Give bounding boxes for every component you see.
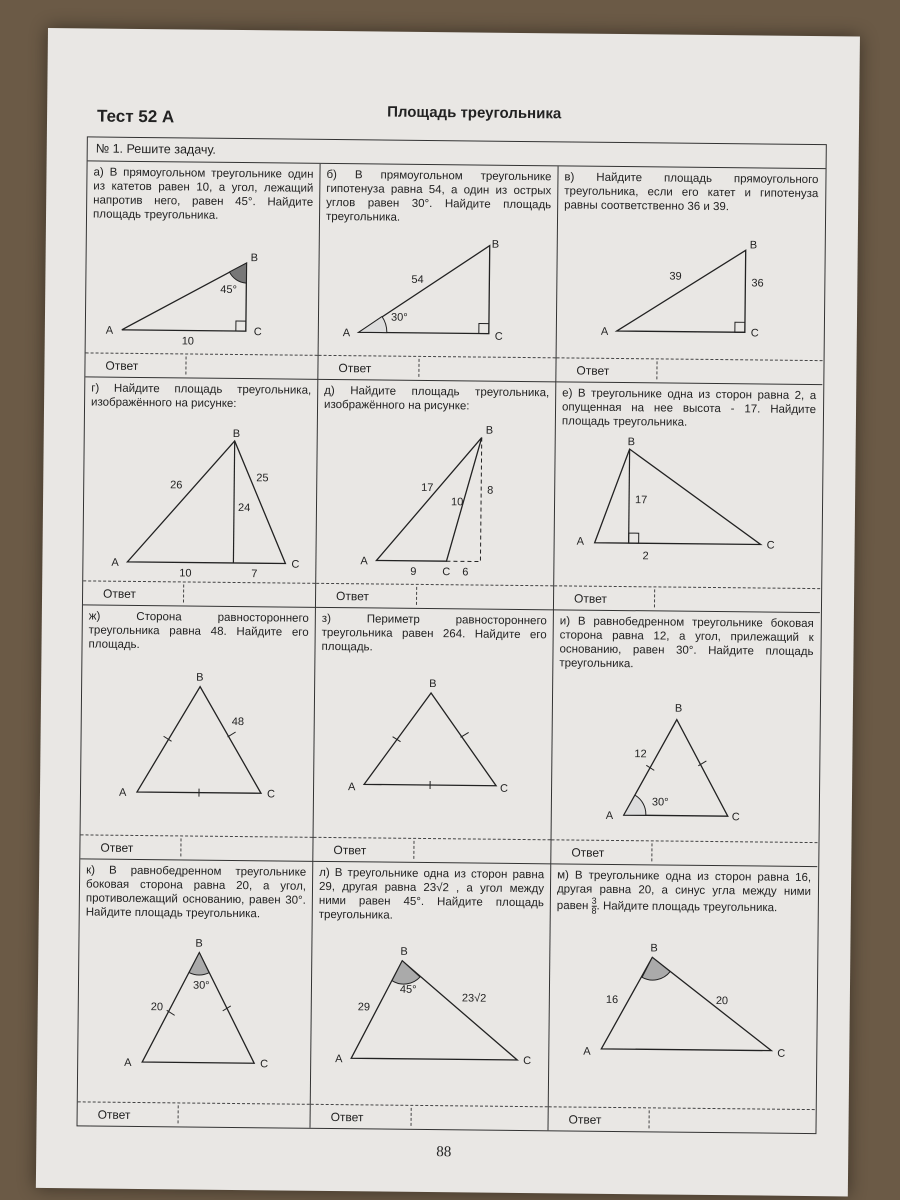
label-d-seg1: 9 xyxy=(410,565,417,578)
answer-field-k[interactable] xyxy=(78,1101,310,1127)
answer-field-g[interactable] xyxy=(83,580,315,606)
label-k-B: B xyxy=(195,937,203,950)
label-d-height: 8 xyxy=(487,484,494,497)
problem-v-text: в) Найдите площадь прямоугольного треугольника, если его катет и гипотенуза равны соответственно 36 и 39. xyxy=(564,171,819,214)
answer-label: Ответ xyxy=(338,361,372,376)
label-g-height: 24 xyxy=(237,502,251,515)
problem-m-text-a: м) В треугольнике одна из сторон равна 16, другая равна 20, а синус угла между ними равен xyxy=(556,869,812,913)
label-k-angle: 30° xyxy=(192,979,210,992)
label-g-C: C xyxy=(291,558,300,571)
topic-title: Площадь треугольника xyxy=(387,103,562,123)
problem-k-text: к) В равнобедренном треугольнике боковая сторона равна 20, а угол, противолежащий основанию, равен 30°. Найдите площадь треугольника. xyxy=(85,864,307,921)
label-b-A: A xyxy=(342,327,351,340)
label-d-seg2: 6 xyxy=(462,566,469,579)
label-i-side: 12 xyxy=(634,748,647,761)
fraction-numerator: 3 xyxy=(591,895,597,906)
header xyxy=(87,100,827,142)
label-i-B: B xyxy=(674,702,683,715)
label-a-angle: 45° xyxy=(220,283,237,296)
answer-field-a[interactable] xyxy=(85,352,317,378)
answer-field-d[interactable] xyxy=(316,583,553,609)
label-k-C: C xyxy=(260,1058,269,1071)
label-b-C: C xyxy=(494,330,503,343)
label-zh-side: 48 xyxy=(231,715,245,729)
label-i-C: C xyxy=(731,811,740,824)
label-d-ab: 17 xyxy=(421,481,434,495)
test-title: Тест 52 А xyxy=(96,106,175,127)
label-d-A: A xyxy=(360,555,368,568)
worksheet-page xyxy=(36,28,860,1196)
label-l-C: C xyxy=(523,1055,532,1068)
problem-z-text: з) Периметр равностороннего треугольника равен 264. Найдите его площадь. xyxy=(321,612,547,654)
answer-field-b[interactable] xyxy=(318,355,555,381)
label-g-bc: 25 xyxy=(256,472,269,485)
label-e-A: A xyxy=(576,535,585,548)
label-e-C: C xyxy=(766,539,775,552)
label-a-A: A xyxy=(105,324,114,337)
label-d-C: C xyxy=(442,566,451,579)
label-v-hyp: 39 xyxy=(669,270,682,283)
answer-label: Ответ xyxy=(105,358,139,373)
problem-b xyxy=(318,164,558,382)
label-a-side: 10 xyxy=(181,335,195,348)
task-heading: № 1. Решите задачу. xyxy=(88,137,826,169)
label-l-angle: 45° xyxy=(399,983,417,996)
problem-a-text: а) В прямоугольном треугольнике один из катетов равен 10, а угол, лежащий напротив него, равен 45°. Найдите площадь треугольника. xyxy=(92,166,314,222)
label-z-B: B xyxy=(429,678,437,691)
problem-d-text: д) Найдите площадь треугольника, изображённого на рисунке: xyxy=(324,384,550,413)
answer-field-z[interactable] xyxy=(313,837,550,863)
label-b-B: B xyxy=(491,238,500,251)
label-e-base: 2 xyxy=(642,550,649,563)
page-number: 88 xyxy=(436,1144,452,1161)
answer-label: Ответ xyxy=(103,586,136,601)
problem-b-text: б) В прямоугольном треугольнике гипотенуза равна 54, а один из острых углов равен 30°. Найдите площадь треугольника. xyxy=(325,168,552,224)
answer-field-zh[interactable] xyxy=(80,834,312,860)
triangle-k-figure xyxy=(78,859,314,1103)
answer-field-v[interactable] xyxy=(556,357,822,384)
label-m-ab: 16 xyxy=(605,993,619,1007)
label-m-A: A xyxy=(583,1045,591,1058)
answer-label: Ответ xyxy=(568,1112,602,1127)
label-b-side: 54 xyxy=(411,273,424,286)
label-d-B: B xyxy=(485,424,494,437)
answer-label: Ответ xyxy=(330,1110,364,1125)
problem-e-text: е) В треугольнике одна из сторон равна 2, а опущенная на нее высота - 17. Найдите площадь треугольника. xyxy=(561,387,817,429)
triangle-m-figure xyxy=(549,864,818,1109)
answer-field-i[interactable] xyxy=(551,839,817,866)
problem-e xyxy=(554,382,822,613)
label-i-angle: 30° xyxy=(651,796,669,809)
problem-a xyxy=(85,161,320,379)
label-e-height: 17 xyxy=(635,494,648,507)
answer-field-m[interactable] xyxy=(548,1106,814,1133)
answer-label: Ответ xyxy=(571,845,605,860)
label-zh-A: A xyxy=(118,786,127,799)
answer-label: Ответ xyxy=(100,840,134,855)
problem-v xyxy=(556,166,824,385)
label-g-ab: 26 xyxy=(170,479,183,492)
label-v-B: B xyxy=(749,239,758,252)
label-i-A: A xyxy=(605,809,614,822)
problem-zh-text: ж) Сторона равностороннего треугольника равна 48. Найдите его площадь. xyxy=(88,610,309,651)
label-m-C: C xyxy=(777,1047,786,1060)
triangle-g-figure xyxy=(83,377,318,583)
label-b-angle: 30° xyxy=(390,311,408,324)
task-grid xyxy=(76,136,826,1134)
problem-z xyxy=(313,608,554,864)
problem-d xyxy=(316,380,556,610)
problem-i xyxy=(551,610,820,867)
answer-field-l[interactable] xyxy=(310,1104,547,1130)
triangle-v-figure xyxy=(557,166,825,361)
label-v-A: A xyxy=(600,325,609,338)
label-l-A: A xyxy=(335,1053,343,1066)
triangle-e-figure xyxy=(554,382,822,589)
answer-label: Ответ xyxy=(576,363,610,378)
problem-zh xyxy=(80,605,316,861)
label-k-A: A xyxy=(124,1056,132,1069)
label-z-C: C xyxy=(499,782,509,795)
label-zh-B: B xyxy=(196,671,204,684)
answer-label: Ответ xyxy=(333,843,367,858)
label-g-seg1: 10 xyxy=(179,567,192,580)
label-v-C: C xyxy=(750,327,759,340)
label-v-leg: 36 xyxy=(751,277,764,290)
problem-g xyxy=(83,377,318,607)
label-m-bc: 20 xyxy=(715,995,729,1008)
answer-field-e[interactable] xyxy=(554,585,820,612)
label-g-A: A xyxy=(111,556,119,569)
label-l-B: B xyxy=(400,945,408,958)
label-l-ab: 29 xyxy=(357,1001,371,1014)
triangle-b-figure xyxy=(319,164,559,358)
triangle-zh-figure xyxy=(81,605,316,837)
problem-l xyxy=(310,862,551,1130)
triangle-z-figure xyxy=(314,608,554,840)
label-d-bc: 10 xyxy=(450,496,464,509)
label-a-B: B xyxy=(250,252,259,265)
label-e-B: B xyxy=(627,436,636,449)
label-k-side: 20 xyxy=(150,1001,164,1014)
triangle-a-figure xyxy=(86,161,321,355)
problem-l-text: л) В треугольнике одна из сторон равна 29, другая равна 23√2 , а угол между ними равен 45°. Найдите площадь треугольника. xyxy=(318,866,545,922)
label-g-B: B xyxy=(232,427,241,441)
label-m-B: B xyxy=(650,942,658,955)
triangle-l-figure xyxy=(311,862,552,1106)
answer-label: Ответ xyxy=(573,591,607,606)
fraction-denominator: 8 xyxy=(591,905,597,916)
problem-g-text: г) Найдите площадь треугольника, изображённого на рисунке: xyxy=(91,382,312,410)
problem-k xyxy=(78,859,314,1127)
problem-m xyxy=(548,864,817,1133)
answer-label: Ответ xyxy=(97,1107,131,1122)
label-zh-C: C xyxy=(266,788,276,801)
label-z-A: A xyxy=(348,781,356,794)
answer-label: Ответ xyxy=(335,589,369,604)
triangle-d-figure xyxy=(316,380,556,586)
label-a-C: C xyxy=(253,326,262,339)
problem-i-text: и) В равнобедренном треугольнике боковая сторона равна 12, а угол, прилежащий к основанию, равен 30°. Найдите площадь треугольника. xyxy=(559,615,814,671)
problem-m-text-b: . Найдите площадь треугольника. xyxy=(596,900,778,915)
label-l-bc: 23√2 xyxy=(461,992,487,1005)
label-g-seg2: 7 xyxy=(251,568,258,581)
triangle-i-figure xyxy=(552,610,820,843)
